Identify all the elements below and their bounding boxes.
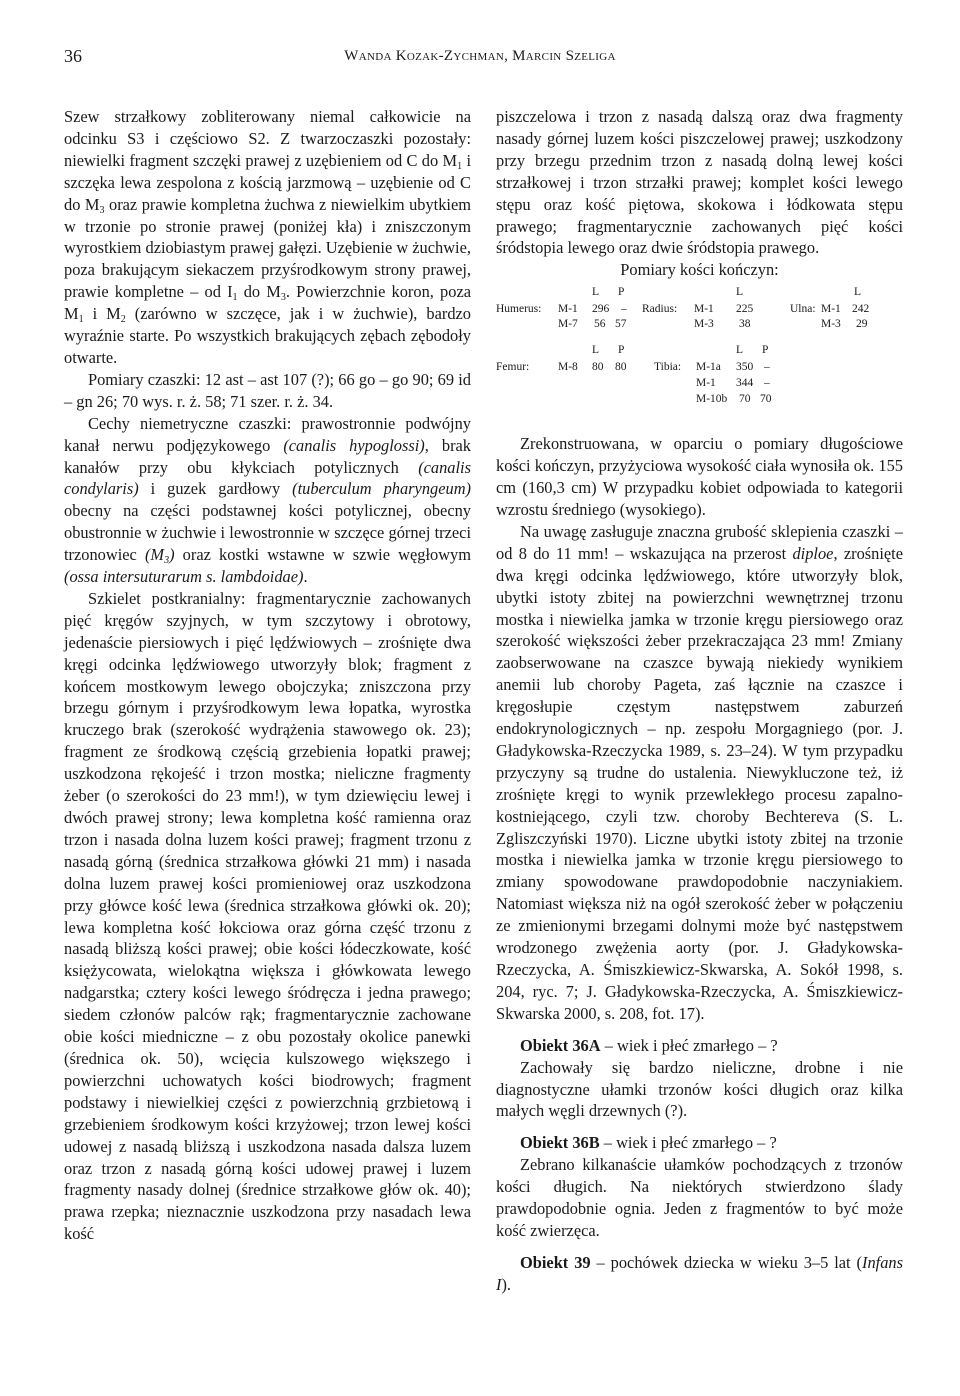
paragraph-suture-facial: Szew strzałkowy zobliterowany niemal całkowicie na odcinku S3 i częściowo S2. Z twarzoczaszki pozostały: niewielki fragment szczęki prawej z uzębieniem od C do $M_1$ i szczęka lewa zespolona z kością jarzmową – uzębienie od C do $M_3$ oraz prawie kompletna żuchwa z niewielkim ubytkiem w trzonie po stronie prawej (poniżej kła) i zniszczonym wyrostkiem dziobiastym prawej gałęzi. Uzębienie w żuchwie, poza brakującym siekaczem przyśrodkowym strony prawej, prawie kompletne – od $I_1$ do $M_3$. Powierzchnie koron, poza $M_1$ i $M_2$ (zarówno w szczęce, jak i w żuchwie), bardzo wyraźnie starte. Po wszystkich brakujących zębach zębodoły otwarte. xyxy=(64,107,472,367)
code: M-8 xyxy=(558,361,578,374)
code: M-10b xyxy=(696,393,728,406)
code: M-1 xyxy=(694,303,714,316)
paragraph-nonmetric-traits: Cechy niemetryczne czaszki: prawostronnie podwójny kanał nerwu podjęzykowego (canalis hypoglossi), brak kanałów przy obu kłykciach potylicznych (canalis condylaris) i guzek gardłowy (tuberculum pharyngeum) obecny na części podstawnej kości potylicznej, obecny obustronnie w żuchwie i lewostronnie w szczęce górnej trzeci trzonowiec $(M_3)$ oraz kostki wstawne w szwie węgłowym (ossa intersuturarum s. lambdoidae). xyxy=(64,413,472,587)
code: M-1 xyxy=(558,303,578,316)
paragraph-postcranial-cont: piszczelowa i trzon z nasadą dalszą oraz dwa fragmenty nasady górnej luzem kości piszczelowej prawej; uszkodzony przy brzegu przednim trzon z nasadą dolną lewej kości strzałkowej i trzon strzałki prawej; komplet kości lewego stępu oraz kość piętowa, skokowa i łódkowata stępu prawego; fragmentarycznie zachowanych pięć kości śródstopia lewego oraz dwie śródstopia prawego. xyxy=(496,107,903,258)
page-number: 36 xyxy=(64,46,82,66)
paragraph-object-36b: Zebrano kilkanaście ułamków pochodzących z trzonów kości długich. Na niektórych stwierdzono ślady prawdopodobnie ognia. Jeden z fragmentów to być może kość zwierzęca. xyxy=(496,1155,903,1240)
page-header xyxy=(64,46,896,70)
value: 70 xyxy=(760,393,772,406)
value: 57 xyxy=(615,318,627,331)
value: – xyxy=(764,377,770,390)
value: 38 xyxy=(739,318,751,331)
label-humerus: Humerus: xyxy=(496,303,542,316)
value: 56 xyxy=(594,318,606,331)
limb-measurements-table xyxy=(496,283,903,425)
limb-measurements-title: Pomiary kości kończyn: xyxy=(620,260,779,280)
header-p: P xyxy=(618,344,625,357)
running-title: Wanda Kozak-Zychman, Marcin Szeliga xyxy=(344,48,616,64)
header-l: L xyxy=(592,286,600,299)
right-column xyxy=(496,106,903,1296)
value: – xyxy=(764,361,770,374)
left-column xyxy=(64,106,471,1245)
header-p: P xyxy=(762,344,769,357)
code: M-1a xyxy=(696,361,721,374)
paragraph-stature: Zrekonstruowana, w oparciu o pomiary długościowe kości kończyn, przyżyciowa wysokość ciała wynosiła ok. 155 cm (160,3 cm) W przypadku kobiet odpowiada to kategorii wzrostu średniego (wysokiego). xyxy=(496,434,903,519)
heading-object-36a: Obiekt 36A – wiek i płeć zmarłego – ? xyxy=(520,1035,778,1055)
header-l: L xyxy=(592,344,600,357)
header-l: L xyxy=(736,286,744,299)
value: 70 xyxy=(739,393,751,406)
code: M-3 xyxy=(821,318,841,331)
code: M-1 xyxy=(821,303,841,316)
header-l: L xyxy=(736,344,744,357)
heading-object-36b: Obiekt 36B – wiek i płeć zmarłego – ? xyxy=(520,1133,777,1153)
label-femur: Femur: xyxy=(496,361,530,374)
paragraph-object-36a: Zachowały się bardzo nieliczne, drobne i nie diagnostyczne ułamki trzonów kości długich oraz kilka małych węgli drzewnych (?). xyxy=(496,1057,903,1121)
paragraph-skull-measurements: Pomiary czaszki: 12 ast – ast 107 (?); 66 go – go 90; 69 id – gn 26; 70 wys. r. ż. 58; 71 szer. r. ż. 34. xyxy=(64,369,471,411)
value: 29 xyxy=(856,318,868,331)
value: 350 xyxy=(736,361,754,374)
paragraph-pathology: Na uwagę zasługuje znaczna grubość sklepienia czaszki – od 8 do 11 mm! – wskazująca na przerost diploe, zrośnięte dwa kręgi odcinka lędźwiowego, które utworzyły blok, ubytki istoty zbitej na powierzchni wewnętrznej trzonu mostka i niewielka jamka w trzonie kręgu piersiowego oraz szerokość większości żeber przekraczająca 23 mm! Zmiany zaobserwowane na czaszce bywają niekiedy wynikiem anemii lub choroby Pageta, zaś łącznie na czaszce i kręgosłupie częstym następstwem zaburzeń endokrynologicznych – np. zespołu Morgagniego (por. J. Gładykowska-Rzeczycka 1989, s. 23–24). W tym przypadku przyczyny są trudne do ustalenia. Niewykluczone też, iż zrośnięte kręgi to wynik przewlekłego procesu zapalno-kostniejącego, czyli tzw. choroby Bechtereva (S. L. Zgliszczyński 1970). Liczne ubytki istoty zbitej na trzonie mostka i niewielka jamka w trzonie kręgu piersiowego to zmiany spowodowane prawdopodobnie naczyniakiem. Natomiast większa niż na ogół szerokość żeber w połączeniu ze zmienionymi brzegami dolnymi może być następstwem wrodzonego zwężenia aorty (por. J. Gładykowska-Rzeczycka, A. Śmiszkiewicz-Skwarska, A. Sokół 1998, s. 204, ryc. 7; J. Gładykowska-Rzeczycka, A. Śmiszkiewicz-Skwarska 2000, s. 208, fot. 17). xyxy=(496,521,904,1023)
value: 242 xyxy=(852,303,870,316)
label-radius: Radius: xyxy=(642,303,678,316)
heading-object-39: Obiekt 39 – pochówek dziecka w wieku 3–5 lat (Infans I). xyxy=(496,1252,903,1294)
value: 225 xyxy=(736,303,754,316)
value: 344 xyxy=(736,377,754,390)
code: M-7 xyxy=(558,318,578,331)
value: 80 xyxy=(592,361,604,374)
code: M-1 xyxy=(696,377,716,390)
value: 296 xyxy=(592,303,610,316)
header-p: P xyxy=(618,286,625,299)
value: – xyxy=(621,303,627,316)
value: 80 xyxy=(615,361,627,374)
paragraph-postcranial: Szkielet postkranialny: fragmentarycznie zachowanych pięć kręgów szyjnych, w tym szczytowy i obrotowy, jedenaście piersiowych i pięć lędźwiowych – zrośnięte dwa kręgi odcinka lędźwiowego utworzyły blok; fragment z końcem mostkowym lewego obojczyka; zniszczona przy brzegu górnym i przyśrodkowym lewa łopatka, wyrostka kruczego brak (szerokość wydrążenia stawowego ok. 23); fragment ze środkową częścią grzebienia łopatki prawej; uszkodzona rękojeść i trzon mostka; nieliczne fragmenty żeber (o szerokości do 23 mm!), w tym dziewięciu lewej i dwóch prawej strony; lewa kompletna kość ramienna oraz trzon i nasada dolna luzem kości prawej; fragment trzonu z nasadą górną (średnica strzałkowa główki 21 mm) i nasada dolna luzem prawej kości promieniowej oraz uszkodzona przy główce kość lewa (średnica strzałkowa główki ok. 20); lewa kompletna kość łokciowa oraz górna część trzonu z nasadą bliższą kości prawej; obie kości łódeczkowate, kość księżycowata, wielokątna większa i główkowata lewego nadgarstka; cztery kości lewego śródręcza i jedna prawego; siedem członów palców rąk; fragmentarycznie zachowane obie kości miedniczne – z obu pozostały okolice panewki (średnica ok. 50), wcięcia kulszowego większego i powierzchni uchowatych kości biodrowych; fragment podstawy i niewielkiej części z powierzchnią grzbietową i grzebieniem środkowym kości krzyżowej; trzon lewej kości udowej z nasadą bliższą i uszkodzona nasada dalsza luzem oraz trzon z nasadą górną kości udowej prawej i luzem fragmenty nasady dolnej (średnice strzałkowe głów ok. 40); prawa rzepka; nieznacznie uszkodzona przy nasadach lewa kość xyxy=(64,588,471,1244)
code: M-3 xyxy=(694,318,714,331)
header-l: L xyxy=(854,286,862,299)
label-ulna: Ulna: xyxy=(790,303,816,316)
label-tibia: Tibia: xyxy=(654,361,682,374)
